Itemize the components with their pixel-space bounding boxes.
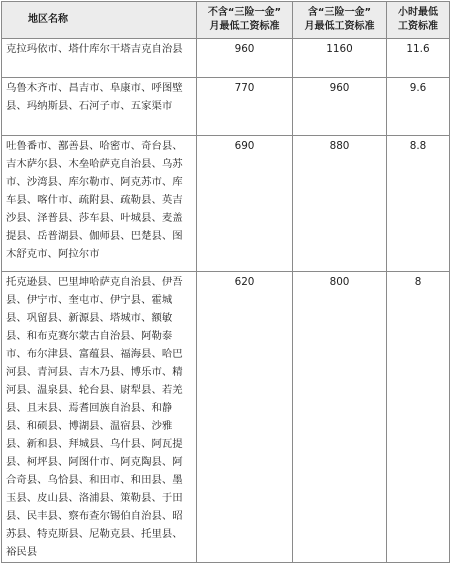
wage-excl-cell: 960 xyxy=(197,39,293,78)
header-hourly-wage xyxy=(387,2,450,39)
wage-incl-cell: 800 xyxy=(293,272,387,563)
table-row xyxy=(2,272,450,563)
wage-incl-cell: 1160 xyxy=(293,39,387,78)
region-cell: 托克逊县、巴里坤哈萨克自治县、伊吾县、伊宁市、奎屯市、伊宁县、霍城县、巩留县、新源县、塔城市、额敏县、和布克赛尔蒙古自治县、阿勒泰市、布尔津县、富蕴县、福海县、哈巴河县、青河县、吉木乃县、博乐市、精河县、温泉县、轮台县、尉犁县、若羌县、且末县、焉耆回族自治县、和静县、和硕县、博湖县、温宿县、沙雅县、新和县、拜城县、乌什县、阿瓦提县、柯坪县、阿图什市、阿克陶县、阿合奇县、乌恰县、和田市、和田县、墨玉县、皮山县、洛浦县、策勒县、于田县、民丰县、察布查尔锡伯自治县、昭苏县、特克斯县、尼勒克县、托里县、裕民县 xyxy=(2,272,197,563)
table-header-row xyxy=(2,2,450,39)
wage-incl-cell: 880 xyxy=(293,136,387,272)
hourly-cell: 8.8 xyxy=(387,136,450,272)
table-row xyxy=(2,136,450,272)
wage-standard-document xyxy=(1,1,449,560)
header-hourly-line2: 工资标准 xyxy=(398,21,438,32)
wage-incl-cell: 960 xyxy=(293,78,387,136)
wage-excl-cell: 620 xyxy=(197,272,293,563)
minimum-wage-table xyxy=(1,1,450,563)
region-cell: 克拉玛依市、塔什库尔干塔吉克自治县 xyxy=(2,39,197,78)
header-wage-incl-insurance xyxy=(293,2,387,39)
hourly-cell: 9.6 xyxy=(387,78,450,136)
header-wage-incl-line1: 含“三险一金” xyxy=(307,7,372,18)
header-wage-excl-insurance xyxy=(197,2,293,39)
region-cell: 乌鲁木齐市、昌吉市、阜康市、呼图壁县、玛纳斯县、石河子市、五家渠市 xyxy=(2,78,197,136)
hourly-cell: 8 xyxy=(387,272,450,563)
table-row xyxy=(2,78,450,136)
header-wage-excl-line2: 月最低工资标准 xyxy=(209,21,280,32)
region-cell: 吐鲁番市、鄯善县、哈密市、奇台县、吉木萨尔县、木垒哈萨克自治县、乌苏市、沙湾县、库尔勒市、阿克苏市、库车县、喀什市、疏附县、疏勒县、英吉沙县、泽普县、莎车县、叶城县、麦盖提县、岳普湖县、伽师县、巴楚县、图木舒克市、阿拉尔市 xyxy=(2,136,197,272)
header-region xyxy=(2,2,197,39)
wage-excl-cell: 770 xyxy=(197,78,293,136)
header-hourly-line1: 小时最低 xyxy=(398,7,438,18)
header-wage-excl-line1: 不含“三险一金” xyxy=(207,7,282,18)
wage-excl-cell: 690 xyxy=(197,136,293,272)
table-row xyxy=(2,39,450,78)
header-wage-incl-line2: 月最低工资标准 xyxy=(304,21,375,32)
header-region-label: 地区名称 xyxy=(28,14,68,25)
hourly-cell: 11.6 xyxy=(387,39,450,78)
